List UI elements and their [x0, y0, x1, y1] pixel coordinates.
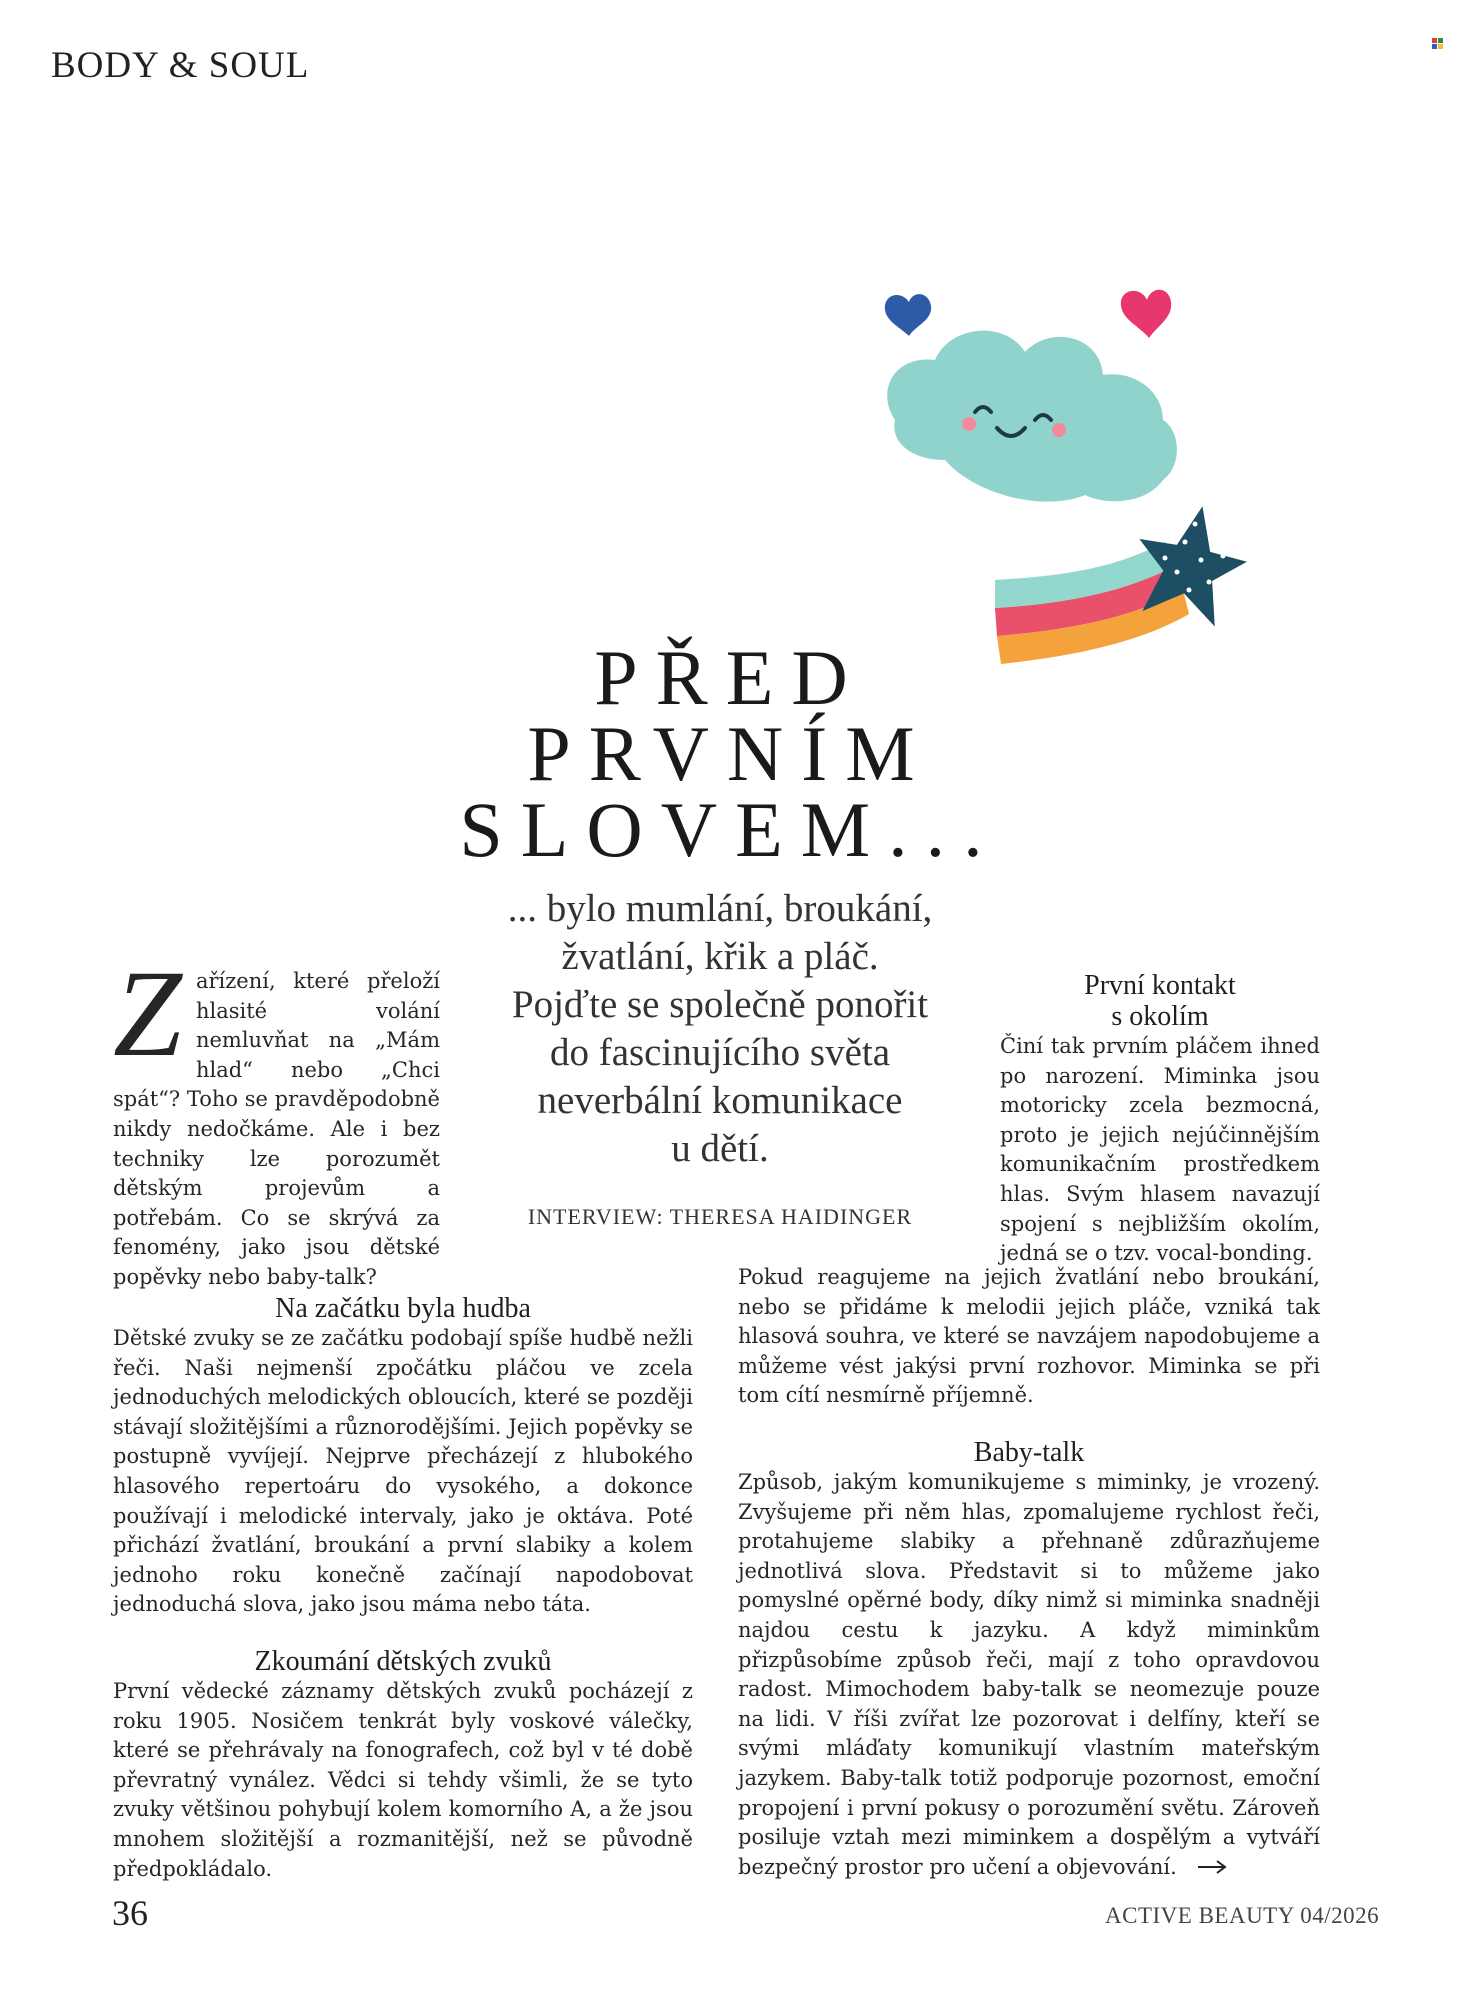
article-subtitle	[470, 885, 970, 1173]
section-kontakt	[1000, 970, 1320, 1269]
subtitle-line: neverbální komunikace	[537, 1079, 903, 1122]
section-babytalk	[738, 1437, 1320, 1882]
section-hudba	[113, 1293, 693, 1620]
section-heading: Na začátku byla hudba	[275, 1293, 531, 1324]
subtitle-line: ... bylo mumlání, broukání,	[507, 887, 933, 930]
intro-text: ařízení, které přeloží hlasité volání nemluvňat na „Mám hlad“ nebo „Chci spát“? Toho se pravděpodobně nikdy nedočkáme. Ale i bez techniky lze porozumět dětským projevům a potřebám. Co se skrývá za fenomény, jako jsou dětské popěvky nebo baby-talk?	[113, 969, 440, 1289]
byline: INTERVIEW: THERESA HAIDINGER	[527, 1204, 913, 1229]
subtitle-line: Pojďte se společně ponořit	[511, 983, 929, 1026]
section-heading: Baby-talk	[973, 1437, 1085, 1468]
intro-paragraph	[113, 945, 440, 1293]
heading-line: První kontakt	[1084, 970, 1236, 1001]
heading-line: s okolím	[1111, 1001, 1209, 1032]
drop-cap: Z	[113, 945, 182, 1082]
subtitle-line: do fascinujícího světa	[549, 1031, 891, 1074]
section-heading: Zkoumání dětských zvuků	[254, 1646, 552, 1677]
subtitle-line: žvatlání, křik a pláč.	[561, 935, 879, 978]
babytalk-text: Způsob, jakým komunikujeme s miminky, je vrozený. Zvyšujeme při něm hlas, zpomalujeme rychlost řeči, protahujeme slabiky a přehnaně zdůrazňujeme jednotlivá slova. Představit si to můžeme jako pomyslné opěrné body, díky nimž si miminka snadněji najdou cestu k jazyku. A když miminkům přizpůsobíme způsob řeči, mají z toho opravdovou radost. Mimochodem baby-talk se neomezuje pouze na lidi. V říši zvířat lze pozorovat i delfíny, kteří se svými mláďaty komunikují vlastním mateřským jazykem. Baby-talk totiž podporuje pozornost, emoční propojení i první pokusy o porozumění světu. Zároveň posiluje vztah mezi miminkem a dospělým a vytváří bezpečný prostor pro učení a objevování.	[738, 1470, 1320, 1879]
section-zkoumani	[113, 1646, 693, 1884]
blue-heart-icon	[885, 294, 931, 336]
title-line: PRVNÍM	[527, 710, 933, 797]
section-heading	[1000, 970, 1320, 1032]
arrow-right-icon	[1197, 1860, 1227, 1874]
magazine-issue: ACTIVE BEAUTY 04/2026	[1105, 1903, 1380, 1928]
article-title	[430, 634, 1030, 873]
section-body: První vědecké záznamy dětských zvuků pocházejí z roku 1905. Nosičem tenkrát byly voskové válečky, které se přehrávaly na fonografech, což byl v té době převratný vynález. Vědci si tehdy všimli, že se tyto zvuky většinou pohybují kolem komorního A, a že jsou mnohem složitější a rozmanitější, než se původně předpokládalo.	[113, 1679, 693, 1881]
section-body	[738, 1468, 1320, 1882]
section-kontakt-continued	[738, 1263, 1320, 1411]
subtitle-line: u dětí.	[671, 1127, 769, 1170]
page-number: 36	[112, 1893, 148, 1933]
pink-heart-icon	[1121, 290, 1171, 338]
section-body: Činí tak prvním pláčem ihned po narození. Miminka jsou motoricky zcela bezmocná, proto je jejich nejúčinnějším komunikačním prostředkem hlas. Svým hlasem navazují spojení s nejbližším okolím, jedná se o tzv. vocal-bonding.	[1000, 1034, 1320, 1266]
color-mark-icon	[1432, 38, 1443, 49]
title-line: PŘED	[594, 634, 866, 721]
cloud-icon	[887, 331, 1177, 502]
title-line: SLOVEM...	[459, 786, 1001, 873]
section-body: Dětské zvuky se ze začátku podobají spíše hudbě nežli řeči. Naši nejmenší zpočátku pláčou ve zcela jednoduchých melodických obloucích, které se později stávají složitějšími a různorodějšími. Jejich popěvky se postupně vyvíjejí. Nejprve přecházejí z hlubokého hlasového repertoáru do vysokého, a dokonce používají i melodické intervaly, jako je oktáva. Poté přichází žvatlání, broukání a první slabiky a kolem jednoho roku konečně začínají napodobovat jednoduchá slova, jako jsou máma nebo táta.	[113, 1326, 693, 1617]
section-label: BODY & SOUL	[51, 45, 310, 86]
section-body: Pokud reagujeme na jejich žvatlání nebo broukání, nebo se přidáme k melodii jejich pláče, vzniká tak hlasová souhra, ve které se navzájem napodobujeme a můžeme vést jakýsi první rozhovor. Miminka se při tom cítí nesmírně příjemně.	[738, 1265, 1320, 1408]
cloud-illustration	[845, 280, 1275, 700]
